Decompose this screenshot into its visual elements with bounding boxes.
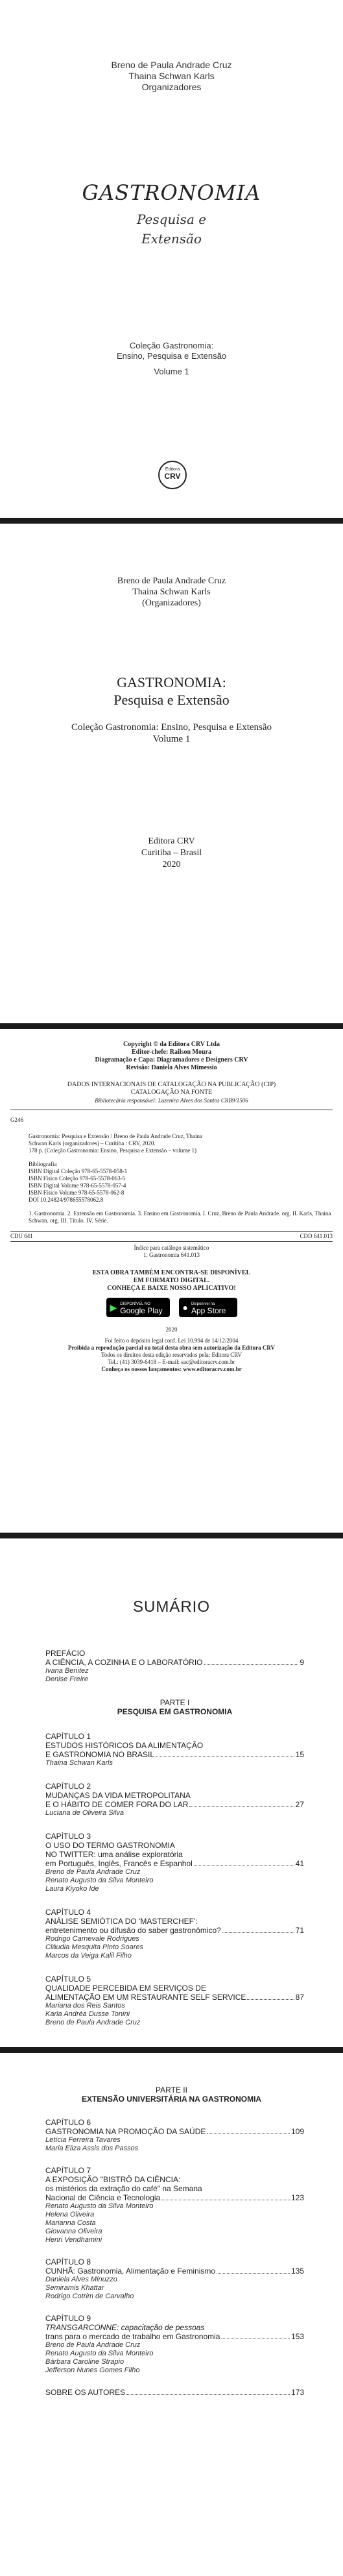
legal-line: Foi feito o depósito legal conf. Lei 10.994 de 14/12/2004 [104,1337,239,1344]
editor-name: Thaina Schwan Karls [132,587,211,597]
ebook-notice: ESTA OBRA TAMBÉM ENCONTRA-SE DISPONÍVEL [92,1269,251,1276]
subjects-line: 1. Gastronomia. 2. Extensão em Gastronomia. 3. Ensino em Gastronomia. I. Cruz, Breno de Paula Andrade. org. II. Karls, Thaina Schwan. org. III. Título. IV. Série. [29,1210,331,1224]
toc-title-line: GASTRONOMIA NA PROMOÇÃO DA SAÚDE [45,2127,206,2136]
collection-line: Coleção Gastronomia: [129,341,214,350]
toc-title-line: ESTUDOS HISTÓRICOS DA ALIMENTAÇÃO [45,1741,204,1750]
toc-title-line: O USO DO TERMO GASTRONOMIA [45,1841,175,1850]
collection-line: Coleção Gastronomia: Ensino, Pesquisa e Extensão [71,722,272,733]
title-page [0,524,343,1023]
toc-page-number: 9 [300,1658,304,1667]
copyright-line: Copyright © da Editora CRV Ltda [123,1041,220,1048]
toc-title-line: os mistérios da extração do café" na Semana [45,2184,202,2193]
editor-name: Breno de Paula Andrade Cruz [111,60,232,70]
toc-title-line: CUNHÃ: Gastronomia, Alimentação e Feminismo [45,2266,216,2276]
toc-leader [204,1664,299,1665]
toc-author: Letícia Ferreira Tavares [45,2136,121,2144]
editors-role: Organizadores [141,82,202,92]
toc-preface[interactable] [45,1649,304,1684]
app-store-badge[interactable] [179,1298,237,1317]
toc-leader [189,1806,294,1807]
toc-chapter-8[interactable] [45,2257,304,2301]
toc-page-number: 15 [295,1750,304,1759]
toc-chapter-1[interactable] [45,1732,304,1768]
publisher-city: Curitiba – Brasil [141,848,202,858]
toc-leader [247,1999,294,2000]
toc-author: Rodrigo Carnevale Rodrigues [45,1935,139,1943]
app-store-label: App Store [191,1306,226,1315]
toc-title-line: E O HÁBITO DE COMER FORA DO LAR [45,1800,189,1809]
toc-author: Luciana de Oliveira Silva [45,1809,124,1817]
toc-chapter-label: CAPÍTULO 3 [45,1832,91,1841]
cover-page [0,0,343,518]
toc-author: Breno de Paula Andrade Cruz [45,2019,141,2026]
contact-line: Tel.: (41) 3039-6418 – E-mail: sac@editoracrv.com.br [108,1359,235,1365]
toc-chapter-label: PREFÁCIO [45,1649,86,1658]
isbn-line: ISBN Digital Coleção 978-65-5578-058-1 [29,1168,128,1174]
toc-author: Marianna Costa [45,2219,96,2227]
apple-icon: ● [182,1302,188,1313]
logo-main-text: CRV [164,472,181,481]
toc-author: Maria Eliza Assis dos Passos [45,2145,139,2152]
toc-page-number: 87 [295,1993,304,2002]
print-year: 2020 [165,1326,178,1333]
cdu-code: CDU 641 [10,1233,33,1239]
toc-leader [126,2394,290,2395]
toc-leader [217,2273,290,2274]
toc-author: Giovanna Oliveira [45,2228,102,2235]
toc-author: Renato Augusto da Silva Monteiro [45,2350,154,2357]
book-title: GASTRONOMIA [82,180,261,205]
toc-chapter-6[interactable] [45,2118,304,2153]
publisher-logo [158,461,187,489]
google-play-label: Google Play [120,1306,163,1315]
editors-role: (Organizadores) [142,598,201,608]
toc-chapter-5[interactable] [45,1975,304,2027]
toc-chapter-label: CAPÍTULO 8 [45,2257,91,2266]
review-credit: Revisão: Daniela Alves Mimessio [126,1064,217,1071]
toc-title-line: entretenimento ou difusão do saber gastronômico? [45,1926,221,1935]
toc-author: Ivana Benitez [45,1667,89,1675]
toc-leader [194,1865,294,1866]
toc-page-number: 135 [290,2266,304,2276]
toc-title-line: em Português, Inglês, Francês e Espanhol [45,1859,193,1868]
toc-page-number: 27 [295,1800,304,1809]
toc-author: Renato Augusto da Silva Monteiro [45,2202,154,2210]
isbn-line: ISBN Físico Volume 978-65-5578-062-8 [29,1189,124,1196]
cip-subheading: CATALOGAÇÃO NA FONTE [130,1089,213,1096]
toc-title-line: A EXPOSIÇÃO "BISTRÔ DA CIÊNCIA: [45,2175,181,2184]
toc-author: Daniela Alves Minuzzo [45,2276,117,2283]
toc-author: Denise Freire [45,1675,89,1683]
catalog-line: 178 p. (Coleção Gastronomia: Ensino, Pesquisa e Extensão – volume 1) [29,1147,196,1154]
app-notice: CONHEÇA E BAIXE NOSSO APLICATIVO! [107,1285,236,1292]
toc-title-line: TRANSGARCONNE: capacitação de pessoas [45,2323,205,2332]
toc-title-line: NO TWITTER: uma análise exploratória [45,1850,183,1859]
catalog-card [10,1110,333,1242]
toc-chapter-4[interactable] [45,1908,304,1960]
librarian-credit: Bibliotecária responsável: Luzenira Alves dos Santos CRB9/1506 [95,1097,248,1104]
toc-author: Renato Augusto da Silva Monteiro [45,1877,154,1884]
cdd-code: CDD 641.013 [300,1233,333,1239]
part-title: EXTENSÃO UNIVERSITÁRIA NA GASTRONOMIA [81,2095,262,2104]
isbn-line: ISBN Digital Volume 978-65-5578-057-4 [29,1182,126,1189]
toc-page-number: 153 [290,2332,304,2341]
legal-line: Todos os direitos desta edição reservados pela: Editora CRV [101,1352,242,1358]
toc-author: Mariana dos Reis Santos [45,2002,125,2010]
editor-name: Breno de Paula Andrade Cruz [117,576,226,586]
layout-credit: Diagramação e Capa: Diagramadores e Designers CRV [95,1056,248,1063]
toc-page-number: 109 [290,2127,304,2136]
toc-chapter-2[interactable] [45,1782,304,1817]
toc-author: Breno de Paula Andrade Cruz [45,1868,141,1876]
part-label: PARTE II [156,2085,187,2095]
toc-author: Thaina Schwan Karls [45,1759,113,1767]
toc-chapter-label: CAPÍTULO 6 [45,2118,91,2127]
copyright-page [0,1029,343,1533]
volume-label: Volume 1 [154,367,189,376]
toc-title-line: Nacional de Ciência e Tecnologia [45,2193,161,2202]
summary-page-2 [0,2053,343,2576]
toc-title-line: MUDANÇAS DA VIDA METROPOLITANA [45,1791,191,1800]
google-play-small-text: DISPONÍVEL NO [120,1302,150,1306]
toc-chapter-label: CAPÍTULO 7 [45,2166,91,2175]
play-store-icon: ▶ [110,1302,117,1313]
toc-author: Marcos da Veiga Kalil Filho [45,1952,132,1960]
google-play-badge[interactable] [106,1298,170,1317]
toc-author: Cláudia Mesquita Pinto Soares [45,1943,144,1951]
editor-name: Thaina Schwan Karls [128,71,215,81]
toc-author: Bárbara Caroline Strapio [45,2358,124,2366]
part-title: PESQUISA EM GASTRONOMIA [117,1707,233,1716]
volume-label: Volume 1 [152,734,191,744]
toc-author: Semiramis Khattar [45,2284,104,2292]
index-entry: 1. Gastronomia 641.013 [143,1252,200,1258]
catalog-line: Gastronomia: Pesquisa e Extensão / Breno de Paula Andrade Cruz, Thaina [29,1133,203,1139]
summary-heading: SUMÁRIO [132,1598,210,1616]
website-line: Conheça os nossos lançamentos: www.editoracrv.com.br [101,1366,242,1372]
book-subtitle-2: Extensão [141,231,202,247]
toc-chapter-3[interactable] [45,1832,304,1893]
toc-title-line: SOBRE OS AUTORES [45,2388,126,2397]
toc-page-number: 173 [290,2388,304,2397]
collection-line: Ensino, Pesquisa e Extensão [116,351,227,361]
toc-about-authors[interactable] [45,2388,304,2397]
cip-heading: DADOS INTERNACIONAIS DE CATALOGAÇÃO NA PUBLICAÇÃO (CIP) [67,1081,276,1088]
toc-chapter-label: CAPÍTULO 2 [45,1782,91,1791]
toc-chapter-label: CAPÍTULO 5 [45,1975,91,1984]
toc-leader [207,2133,290,2134]
publication-year: 2020 [162,860,181,869]
toc-title-line: ANÁLISE SEMIÓTICA DO 'MASTERCHEF': [45,1917,198,1926]
toc-chapter-7[interactable] [45,2166,304,2244]
book-title: GASTRONOMIA: [117,674,226,690]
toc-page-number: 71 [295,1926,304,1935]
logo-top-text: Editora [165,467,180,472]
toc-chapter-label: CAPÍTULO 9 [45,2314,91,2323]
toc-title-line: trans para o mercado de trabalho em Gastronomia [45,2332,220,2341]
toc-title-line: E GASTRONOMIA NO BRASIL [45,1750,155,1759]
doi-line: DOI 10.24824/978655578062.8 [29,1197,104,1203]
toc-page-number: 123 [290,2193,304,2202]
toc-author: Jefferson Nunes Gomes Filho [45,2366,140,2374]
toc-chapter-9[interactable] [45,2314,304,2375]
publisher-name: Editora CRV [148,836,195,846]
toc-chapter-label: CAPÍTULO 4 [45,1908,91,1917]
toc-author: Karla Andréa Dusse Tonini [45,2010,130,2018]
catalog-line: Schwan Karls (organizadores) – Curitiba : CRV, 2020. [29,1140,156,1147]
toc-leader [222,1932,294,1933]
part-label: PARTE I [160,1698,190,1707]
toc-leader [156,1756,294,1757]
ebook-notice: EM FORMATO DIGITAL. [133,1277,210,1284]
toc-title-line: A CIÊNCIA, A COZINHA E O LABORATÓRIO [45,1658,203,1667]
toc-author: Rodrigo Cotrim de Carvalho [45,2292,134,2300]
chief-editor: Editor-chefe: Railson Moura [132,1049,211,1056]
catalog-code: G246 [10,1117,23,1123]
toc-chapter-label: CAPÍTULO 1 [45,1732,91,1741]
toc-author: Helena Oliveira [45,2211,95,2218]
toc-page-number: 41 [295,1859,304,1868]
toc-title-line: ALIMENTAÇÃO EM UM RESTAURANTE SELF SERVICE [45,1993,246,2002]
book-subtitle: Pesquisa e Extensão [113,692,230,708]
toc-author: Laura Kiyoko Ide [45,1885,99,1893]
legal-line: Proibida a reprodução parcial ou total desta obra sem autorização da Editora CRV [67,1344,275,1351]
bibliography-label: Bibliografia [29,1161,57,1167]
isbn-line: ISBN Físico Coleção 978-65-5578-063-5 [29,1175,126,1182]
toc-author: Henri Vendhamini [45,2236,102,2244]
toc-title-line: QUALIDADE PERCEBIDA EM SERVIÇOS DE [45,1984,206,1993]
toc-author: Breno de Paula Andrade Cruz [45,2341,141,2349]
book-subtitle-1: Pesquisa e [136,212,207,227]
app-store-small-text: Disponível na [191,1302,215,1306]
index-heading: Índice para catálogo sistemático [134,1245,209,1251]
summary-page-1 [0,1538,343,2047]
